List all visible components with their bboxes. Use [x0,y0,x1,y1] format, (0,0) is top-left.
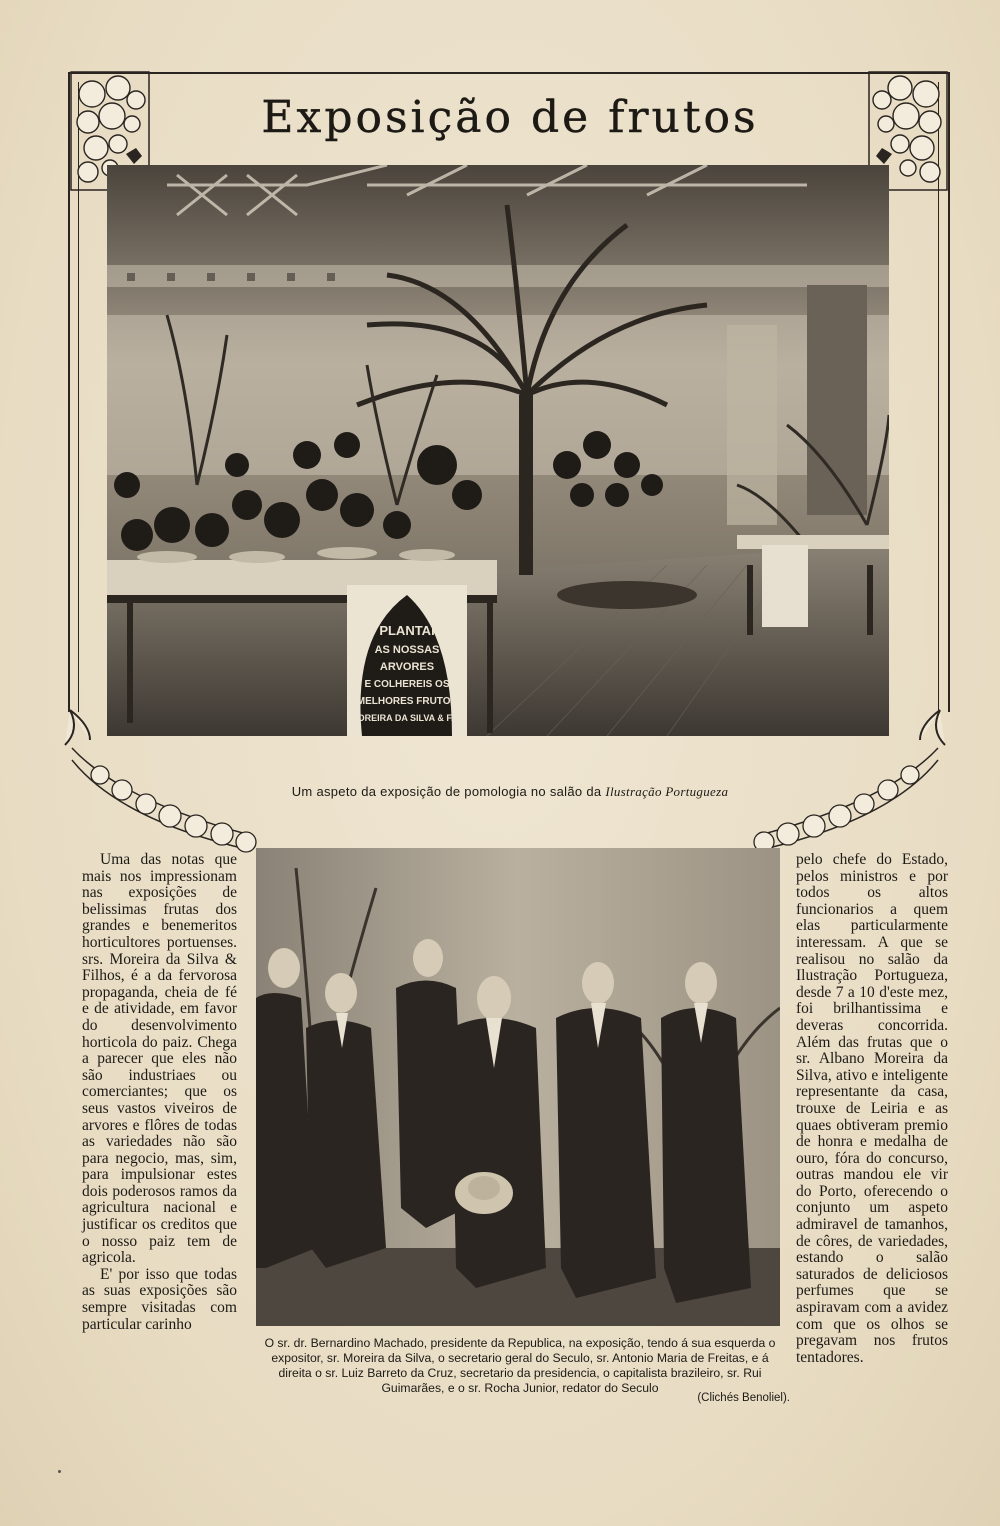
sign-line-4: E COLHEREIS OS [364,679,450,690]
article-left-column [82,852,237,1333]
photo1-caption [180,784,840,800]
photo1-caption-italic: Ilustração Portugueza [605,784,729,799]
article-paragraph-1: Uma das notas que mais nos impressionam nas exposições de belissimas frutas dos grandes e benemeritos horticultores portuenses. srs. Moreira da Silva & Filhos, é a da fervorosa propaganda, cheia de fé e de atividade, em favor do desenvolvimento horticola do paiz. Chega a parecer que eles não são industriaes ou comerciantes; que os seus vastos viveiros de arvores e flôres de todas as variedades não são para negocio, mas, sim, para impulsionar estes dois poderosos ramos da agricultura nacional e justificar os creditos que o nosso paiz tem de agricola. [82,851,237,1267]
border-top [68,72,950,74]
page-speck [58,1470,61,1473]
article-right-column [796,852,948,1366]
group-portrait-photo [256,848,780,1326]
sign-line-3: ARVORES [379,661,435,673]
photo1-caption-text: Um aspeto da exposição de pomologia no salão da [291,784,602,799]
border-right [948,72,950,712]
photo2-caption: O sr. dr. Bernardino Machado, presidente da Republica, na exposição, tendo á sua esquerda o expositor, sr. Moreira da Silva, o secretario geral do Seculo, sr. Antonio Maria de Freitas, e á direita o sr. Luiz Barreto da Cruz, secretario da presidencia, o capitalista brazileiro, sr. Rui Guimarães, e o sr. Rocha Junior, redator do Seculo [264,1336,776,1395]
article-paragraph-3: pelo chefe do Estado, pelos ministros e por todos os altos funcionarios a quem elas particularmente interessam. A que se realisou no salão da Ilustração Portugueza, desde 7 a 10 d'este mez, foi brilhantissima e deveras concorrida. Além das frutas que o sr. Albano Moreira da Silva, ativo e inteligente representante da casa, trouxe de Leiria e as quaes obtiveram premio de honra e medalha de ouro, fóra do concurso, outras mandou ele vir do Porto, oferecendo o conjunto um aspeto admiravel de tamanhos, de côres, de variedades, estando o salão saturados de deliciosos perfumes que se aspiravam com a avidez com que os olhos se pregavam nos frutos tentadores. [796,851,948,1366]
article-paragraph-2: E' por isso que todas as suas exposições são sempre visitadas com particular carinho [82,1265,237,1333]
page-title: Exposição de frutos [261,92,759,143]
sign-line-6: MOREIRA DA SILVA & F.os [350,713,464,723]
sign-line-1: PLANTAI [379,623,435,638]
sign-line-5: MELHORES FRUTOS [356,696,458,707]
sign-line-2: AS NOSSAS [374,644,440,656]
photo-credit: (Clichés Benoliel). [697,1392,790,1404]
exhibition-hall-photo [107,165,889,736]
